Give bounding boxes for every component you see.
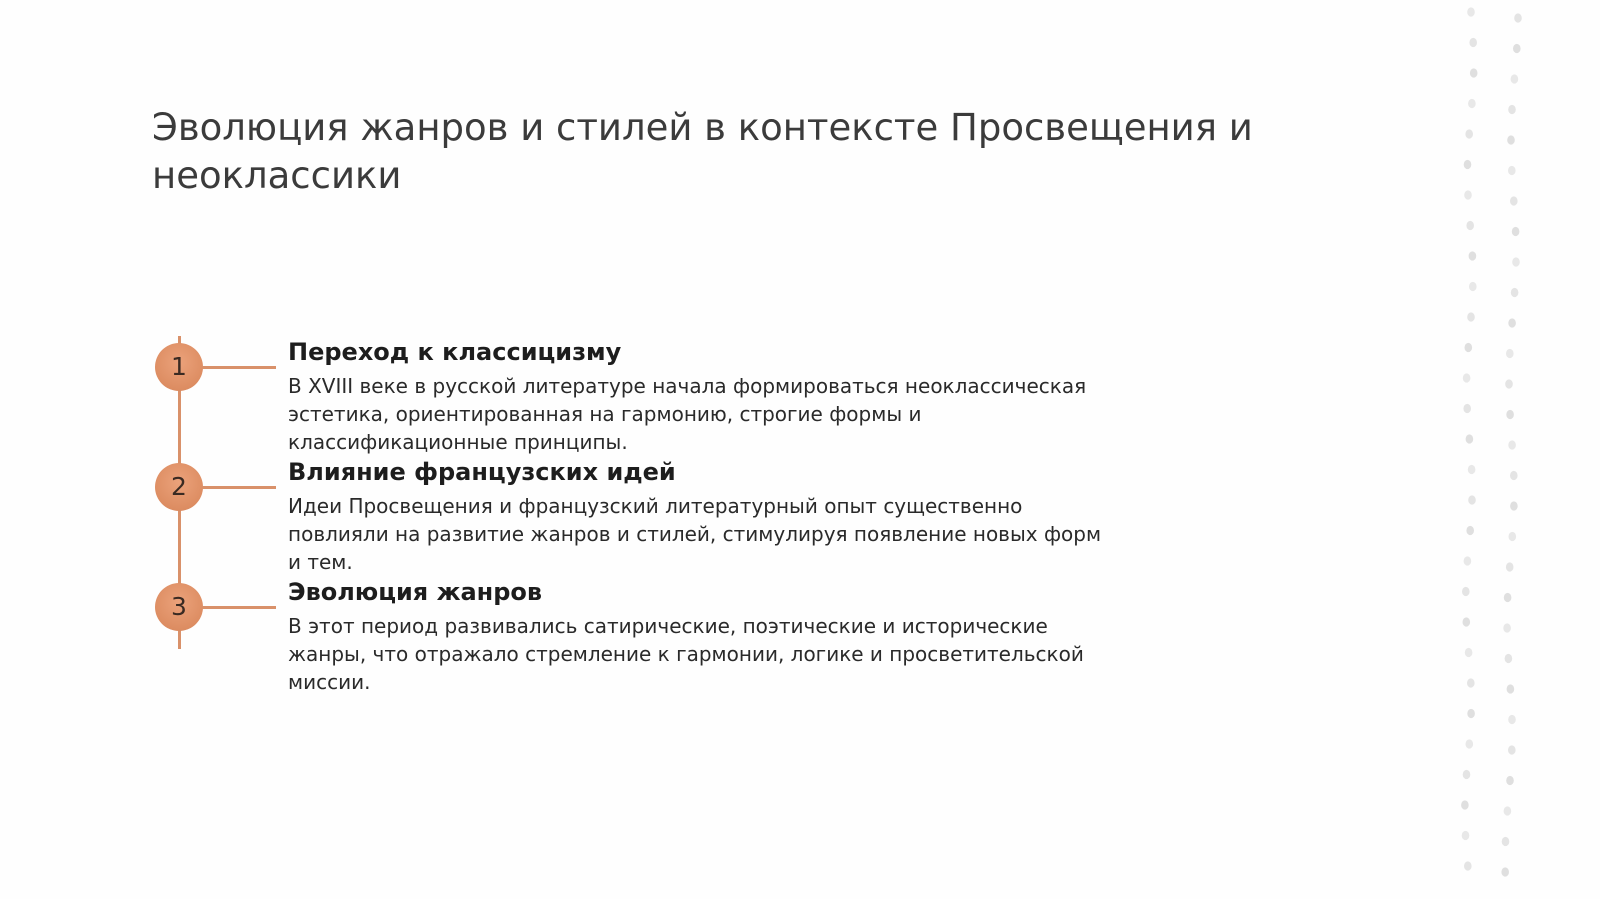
decorative-dot — [1463, 373, 1471, 382]
decorative-dot — [1464, 556, 1472, 565]
decorative-dot — [1466, 739, 1474, 748]
decorative-dot — [1461, 800, 1469, 809]
decorative-dot — [1466, 434, 1474, 443]
decorative-dot — [1508, 105, 1516, 114]
decorative-dot — [1505, 379, 1513, 388]
timeline — [150, 336, 1150, 694]
decorative-dot — [1462, 587, 1470, 596]
decorative-dot — [1505, 654, 1513, 663]
decorative-dot — [1509, 532, 1517, 541]
decorative-dot — [1506, 776, 1514, 785]
decorative-dot — [1508, 745, 1516, 754]
step-connector — [202, 486, 276, 489]
decorative-dot — [1463, 617, 1471, 626]
decorative-dot — [1466, 221, 1474, 230]
decorative-dot — [1463, 770, 1471, 779]
decorative-dot — [1514, 13, 1522, 22]
decorative-dot — [1467, 709, 1475, 718]
step-connector — [202, 366, 276, 369]
decorative-dot — [1463, 404, 1471, 413]
step-number-badge: 2 — [155, 463, 203, 511]
decorative-dot — [1512, 257, 1520, 266]
decorative-dot — [1511, 288, 1519, 297]
decorative-dots-pattern — [1455, 0, 1535, 899]
decorative-dot — [1512, 227, 1520, 236]
decorative-dot — [1465, 343, 1473, 352]
decorative-dot — [1503, 623, 1511, 632]
decorative-dot — [1466, 526, 1474, 535]
step-description: Идеи Просвещения и французский литературный опыт существенно повлияли на развитие жанров и стилей, стимулируя появление новых форм и тем. — [288, 494, 1102, 574]
decorative-dot — [1467, 312, 1475, 321]
decorative-dot — [1470, 68, 1478, 77]
decorative-dot — [1467, 678, 1475, 687]
decorative-dot — [1507, 684, 1515, 693]
decorative-dot — [1462, 831, 1470, 840]
step-heading: Влияние французских идей — [288, 458, 676, 486]
decorative-dot — [1508, 440, 1516, 449]
slide-title: Эволюция жанров и стилей в контексте Просвещения и неоклассики — [152, 106, 1253, 197]
decorative-dot — [1506, 349, 1514, 358]
decorative-dot — [1468, 465, 1476, 474]
decorative-dot — [1464, 861, 1472, 870]
decorative-dot — [1508, 166, 1516, 175]
decorative-dot — [1507, 135, 1515, 144]
decorative-dot — [1464, 160, 1472, 169]
decorative-dot — [1510, 501, 1518, 510]
decorative-dot — [1467, 7, 1475, 16]
decorative-dot — [1504, 593, 1512, 602]
decorative-dot — [1510, 471, 1518, 480]
step-number-badge: 1 — [155, 343, 203, 391]
step-connector — [202, 606, 276, 609]
step-heading: Переход к классицизму — [288, 338, 622, 366]
step-description: В XVIII веке в русской литературе начала формироваться неоклассическая эстетика, ориентированная на гармонию, строгие формы и классификационные принципы. — [288, 374, 1087, 454]
decorative-dot — [1506, 562, 1514, 571]
decorative-dot — [1508, 715, 1516, 724]
decorative-dot — [1511, 74, 1519, 83]
decorative-dot — [1469, 251, 1477, 260]
decorative-dot — [1504, 806, 1512, 815]
decorative-dot — [1465, 129, 1473, 138]
step-description: В этот период развивались сатирические, поэтические и исторические жанры, что отражало стремление к гармонии, логике и просветительской миссии. — [288, 614, 1084, 694]
decorative-dot — [1508, 318, 1516, 327]
decorative-dot — [1468, 495, 1476, 504]
decorative-dot — [1465, 648, 1473, 657]
decorative-dot — [1510, 196, 1518, 205]
step-number-badge: 3 — [155, 583, 203, 631]
decorative-dot — [1506, 410, 1514, 419]
decorative-dot — [1501, 867, 1509, 876]
decorative-dot — [1468, 99, 1476, 108]
decorative-dot — [1469, 282, 1477, 291]
step-heading: Эволюция жанров — [288, 578, 543, 606]
decorative-dot — [1464, 190, 1472, 199]
decorative-dot — [1513, 44, 1521, 53]
decorative-dot — [1502, 837, 1510, 846]
decorative-dot — [1469, 38, 1477, 47]
